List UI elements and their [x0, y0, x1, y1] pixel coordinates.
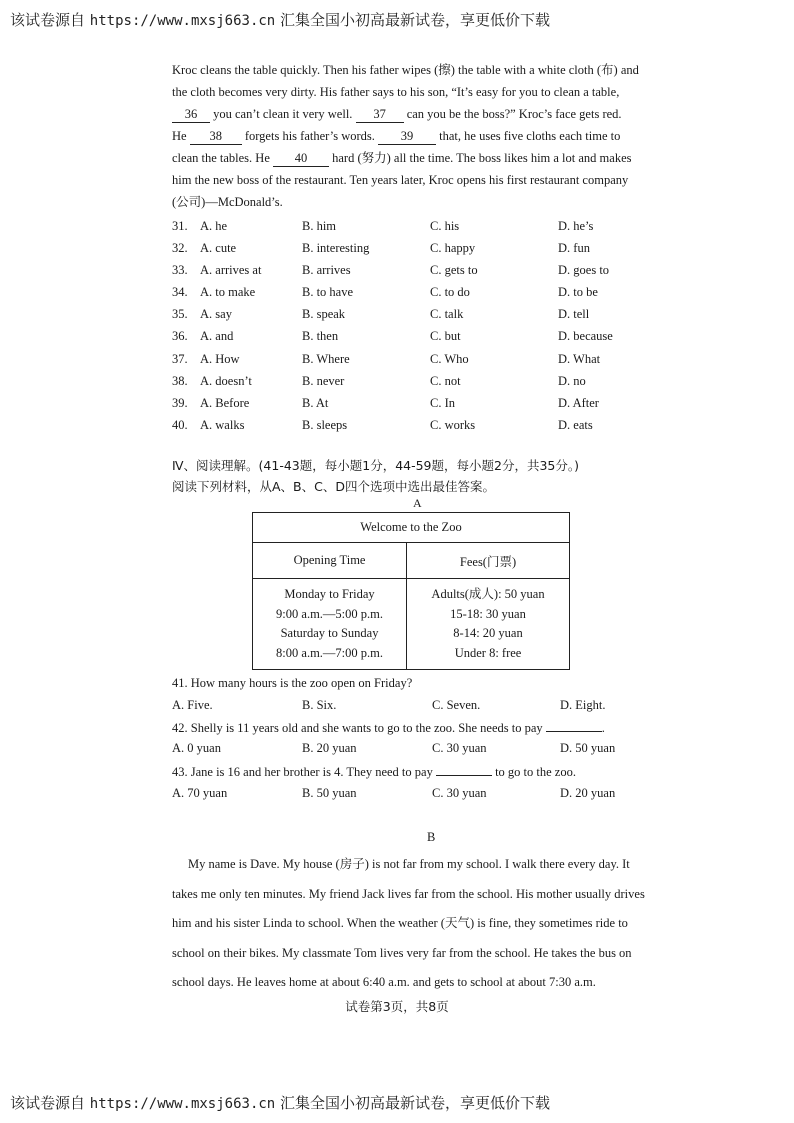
option-a[interactable]: A. Before: [200, 395, 250, 410]
passage-line: him the new boss of the restaurant. Ten years later, Kroc opens his first restaurant company: [172, 173, 629, 187]
passage-text: clean the tables. He: [172, 151, 273, 165]
page-footer: 试卷第3页，共8页: [345, 999, 449, 1014]
cloze-passage: [172, 59, 664, 213]
option-row: [172, 392, 672, 414]
banner-url-link[interactable]: https://www.mxsj663.cn: [89, 1096, 276, 1112]
passage-line: the cloth becomes very dirty. His father says to his son, “It’s easy for you to clean a table,: [172, 85, 620, 99]
opening-time-header: Opening Time: [253, 543, 407, 579]
passage-b-line: school days. He leaves home at about 6:40 a.m. and gets to school at about 7:30 a.m.: [172, 975, 596, 990]
question-43: [172, 763, 576, 780]
answer-blank: [436, 763, 492, 776]
question-number: 34.: [172, 285, 188, 300]
option-row: [172, 215, 672, 237]
blank-36: 36: [172, 106, 210, 123]
option-row: [172, 348, 672, 370]
cloze-options: [172, 215, 672, 436]
banner-url-link[interactable]: https://www.mxsj663.cn: [89, 13, 276, 29]
fees-cell: [407, 579, 570, 670]
option-d[interactable]: D. Eight.: [560, 698, 606, 712]
option-c[interactable]: C. his: [430, 219, 460, 233]
option-c[interactable]: C. Seven.: [432, 698, 481, 712]
option-b[interactable]: B. Six.: [302, 698, 337, 712]
passage-text: that, he uses five cloths each time to: [436, 129, 621, 143]
option-c[interactable]: C. works: [430, 417, 476, 432]
option-c[interactable]: C. happy: [430, 241, 476, 256]
time-line: 9:00 a.m.—5:00 p.m.: [276, 606, 383, 621]
question-text-end: to go to the zoo.: [491, 765, 576, 779]
question-number: 39.: [172, 395, 188, 410]
option-d[interactable]: D. goes to: [558, 263, 610, 278]
option-c[interactable]: C. not: [430, 373, 461, 388]
option-c[interactable]: C. but: [430, 329, 461, 344]
option-b[interactable]: B. then: [302, 329, 339, 344]
answer-blank: [546, 719, 602, 732]
option-b[interactable]: B. 20 yuan: [302, 741, 357, 755]
option-d[interactable]: D. 20 yuan: [560, 786, 616, 800]
banner-suffix: 汇集全国小初高最新试卷，享更低价下载: [280, 1094, 551, 1112]
option-b[interactable]: B. At: [302, 395, 329, 410]
question-43-options: [172, 786, 672, 806]
option-a[interactable]: A. Five.: [172, 698, 213, 712]
option-a[interactable]: A. How: [200, 351, 240, 366]
option-c[interactable]: C. talk: [430, 307, 464, 322]
question-42: [172, 719, 605, 736]
option-d[interactable]: D. because: [558, 329, 613, 344]
option-c[interactable]: C. 30 yuan: [432, 741, 487, 755]
reading-passage-b: [172, 850, 672, 998]
option-c[interactable]: C. Who: [430, 351, 469, 366]
option-a[interactable]: A. say: [200, 307, 232, 322]
passage-b-line: school on their bikes. My classmate Tom lives very far from the school. He takes the bus on: [172, 945, 632, 960]
passage-text: you can’t clean it very well.: [210, 107, 356, 121]
zoo-table-title: Welcome to the Zoo: [253, 513, 570, 543]
option-a[interactable]: A. arrives at: [200, 263, 262, 278]
fee-line: 8-14: 20 yuan: [453, 626, 523, 640]
passage-b-line: him and his sister Linda to school. When the weather (天气) is fine, they sometimes ride to: [172, 916, 628, 931]
option-c[interactable]: C. gets to: [430, 263, 478, 278]
time-line: 8:00 a.m.—7:00 p.m.: [276, 645, 383, 660]
passage-line: (公司)—McDonald’s.: [172, 195, 283, 209]
option-d[interactable]: D. 50 yuan: [560, 741, 616, 755]
option-row: [172, 325, 672, 347]
option-row: [172, 414, 672, 436]
option-row: [172, 259, 672, 281]
option-b[interactable]: B. arrives: [302, 263, 351, 278]
opening-times-cell: [253, 579, 407, 670]
option-b[interactable]: B. speak: [302, 307, 346, 322]
option-a[interactable]: A. he: [200, 219, 228, 233]
blank-37: 37: [356, 106, 404, 123]
blank-40: 40: [273, 150, 329, 167]
option-a[interactable]: A. 70 yuan: [172, 786, 228, 800]
passage-b-line: takes me only ten minutes. My friend Jack lives far from the school. His mother usually drives: [172, 886, 645, 901]
question-41-options: [172, 698, 672, 718]
option-d[interactable]: D. tell: [558, 307, 590, 322]
option-b[interactable]: B. 50 yuan: [302, 786, 357, 800]
question-number: 33.: [172, 263, 188, 278]
passage-b-line: My name is Dave. My house (房子) is not far from my school. I walk there every day. It: [188, 857, 630, 871]
passage-text: hard (努力) all the time. The boss likes him a lot and makes: [329, 151, 632, 165]
passage-text: can you be the boss?” Kroc’s face gets red.: [403, 107, 622, 121]
question-41: 41. How many hours is the zoo open on Friday?: [172, 676, 413, 690]
blank-39: 39: [378, 128, 436, 145]
passage-line: [172, 103, 664, 125]
option-d[interactable]: D. What: [558, 351, 601, 366]
section-instructions: 阅读下列材料，从A、B、C、D四个选项中选出最佳答案。: [172, 479, 495, 494]
option-a[interactable]: A. walks: [200, 417, 245, 432]
banner-prefix: 该试卷源自: [10, 11, 86, 29]
option-a[interactable]: A. 0 yuan: [172, 741, 221, 755]
passage-line: [172, 147, 664, 169]
passage-label-a: A: [413, 496, 422, 510]
question-number: 35.: [172, 307, 188, 322]
option-a[interactable]: A. to make: [200, 285, 256, 300]
option-row: [172, 303, 672, 325]
question-number: 38.: [172, 373, 188, 388]
option-b[interactable]: B. to have: [302, 285, 354, 300]
banner-prefix: 该试卷源自: [10, 1094, 86, 1112]
source-banner-bottom: [10, 1092, 550, 1113]
option-b[interactable]: B. him: [302, 219, 337, 233]
option-d[interactable]: D. fun: [558, 241, 590, 256]
blank-38: 38: [190, 128, 242, 145]
question-text: 42. Shelly is 11 years old and she wants to go to the zoo. She needs to pay: [172, 721, 543, 735]
option-d[interactable]: D. After: [558, 395, 599, 410]
option-c[interactable]: C. 30 yuan: [432, 786, 487, 800]
option-row: [172, 281, 672, 303]
option-d[interactable]: D. no: [558, 373, 586, 388]
question-number: 37.: [172, 351, 188, 366]
question-42-options: [172, 741, 672, 761]
passage-line: Kroc cleans the table quickly. Then his father wipes (擦) the table with a white cloth (布) and: [172, 63, 639, 77]
question-number: 32.: [172, 241, 188, 256]
option-b[interactable]: B. interesting: [302, 241, 370, 256]
question-number: 36.: [172, 329, 188, 344]
time-line: Monday to Friday: [284, 587, 375, 601]
option-row: [172, 237, 672, 259]
option-d[interactable]: D. he’s: [558, 219, 594, 233]
question-text-end: .: [601, 721, 605, 735]
time-line: Saturday to Sunday: [280, 626, 379, 640]
passage-line: [172, 125, 664, 147]
banner-suffix: 汇集全国小初高最新试卷，享更低价下载: [280, 11, 551, 29]
fees-header: Fees(门票): [407, 543, 570, 579]
fee-line: 15-18: 30 yuan: [450, 606, 526, 621]
option-b[interactable]: B. Where: [302, 351, 350, 366]
zoo-info-table: [252, 512, 570, 670]
fee-line: Adults(成人): 50 yuan: [431, 587, 545, 601]
passage-text: He: [172, 129, 190, 143]
option-c[interactable]: C. In: [430, 395, 455, 410]
option-a[interactable]: A. doesn’t: [200, 373, 252, 388]
option-a[interactable]: A. cute: [200, 241, 237, 256]
passage-text: forgets his father’s words.: [241, 129, 379, 143]
option-d[interactable]: D. to be: [558, 285, 598, 300]
question-number: 31.: [172, 219, 188, 233]
question-number: 40.: [172, 417, 188, 432]
option-b[interactable]: B. sleeps: [302, 417, 348, 432]
fee-line: Under 8: free: [454, 645, 522, 660]
passage-label-b: B: [427, 830, 436, 844]
source-banner-top: [10, 9, 550, 30]
option-b[interactable]: B. never: [302, 373, 345, 388]
option-c[interactable]: C. to do: [430, 285, 470, 300]
option-row: [172, 370, 672, 392]
option-a[interactable]: A. and: [200, 329, 234, 344]
option-d[interactable]: D. eats: [558, 417, 593, 432]
section-title: Ⅳ、阅读理解。(41-43题，每小题1分，44-59题，每小题2分，共35分。): [172, 458, 579, 473]
question-text: 43. Jane is 16 and her brother is 4. They need to pay: [172, 765, 433, 779]
